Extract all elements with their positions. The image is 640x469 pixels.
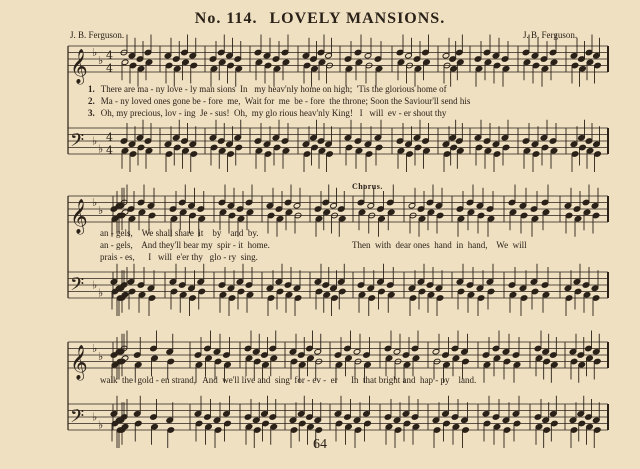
- hymn-name: LOVELY MANSIONS.: [269, 10, 446, 27]
- flat-sign: ♭: [92, 410, 98, 424]
- lyricist-credit: J. B. Ferguson.: [70, 30, 125, 40]
- treble-clef: 𝄞: [70, 199, 88, 234]
- flat-sign: ♭: [92, 341, 98, 355]
- chorus-lyric-2: walk the gold - en strand, And we'll live and sing for - ev - er In that bright and hap - py land.: [100, 375, 477, 385]
- bass-clef: 𝄢: [70, 130, 85, 156]
- hymn-number: No. 114.: [194, 10, 258, 27]
- chorus-lyric-1: Then with dear ones hand in hand, We will: [352, 240, 527, 250]
- flat-sign: ♭: [98, 286, 104, 300]
- time-sig: 4: [106, 49, 113, 62]
- system2-lyric-1: an - gels, We shall share it by and by.: [100, 228, 259, 238]
- treble-clef: 𝄞: [70, 345, 88, 380]
- time-sig: 4: [106, 131, 113, 144]
- verse-1-lyrics: 1. There are ma - ny love - ly man sions In my heav'nly home on high; 'Tis the glorious home of: [88, 84, 447, 94]
- bass-clef: 𝄢: [70, 274, 85, 300]
- flat-sign: ♭: [98, 54, 104, 68]
- flat-sign: ♭: [92, 45, 98, 59]
- flat-sign: ♭: [92, 195, 98, 209]
- bass-clef: 𝄢: [70, 406, 85, 432]
- time-sig: 4: [106, 62, 113, 75]
- time-sig: 4: [106, 144, 113, 157]
- composer-credit: J. B. Ferguson.: [523, 30, 578, 40]
- flat-sign: ♭: [98, 418, 104, 432]
- flat-sign: ♭: [98, 204, 104, 218]
- verse-2-lyrics: 2. Ma - ny loved ones gone be - fore me, Wait for me be - fore the throne; Soon the Saviour'll send his: [88, 96, 471, 106]
- flat-sign: ♭: [92, 134, 98, 148]
- flat-sign: ♭: [98, 350, 104, 364]
- page-number: 64: [313, 437, 327, 452]
- verse-3-lyrics: 3. Oh, my precious, lov - ing Je - sus! Oh, my glo rious heav'nly King! I will ev - er shout thy: [88, 108, 447, 118]
- flat-sign: ♭: [98, 142, 104, 156]
- system2-lyric-3: prais - es, I will e'er thy glo - ry sing.: [100, 252, 258, 262]
- flat-sign: ♭: [92, 278, 98, 292]
- chorus-label: Chorus.: [352, 182, 383, 191]
- system2-lyric-2: an - gels, And they'll bear my spir - it home.: [100, 240, 270, 250]
- treble-clef: 𝄞: [70, 49, 88, 84]
